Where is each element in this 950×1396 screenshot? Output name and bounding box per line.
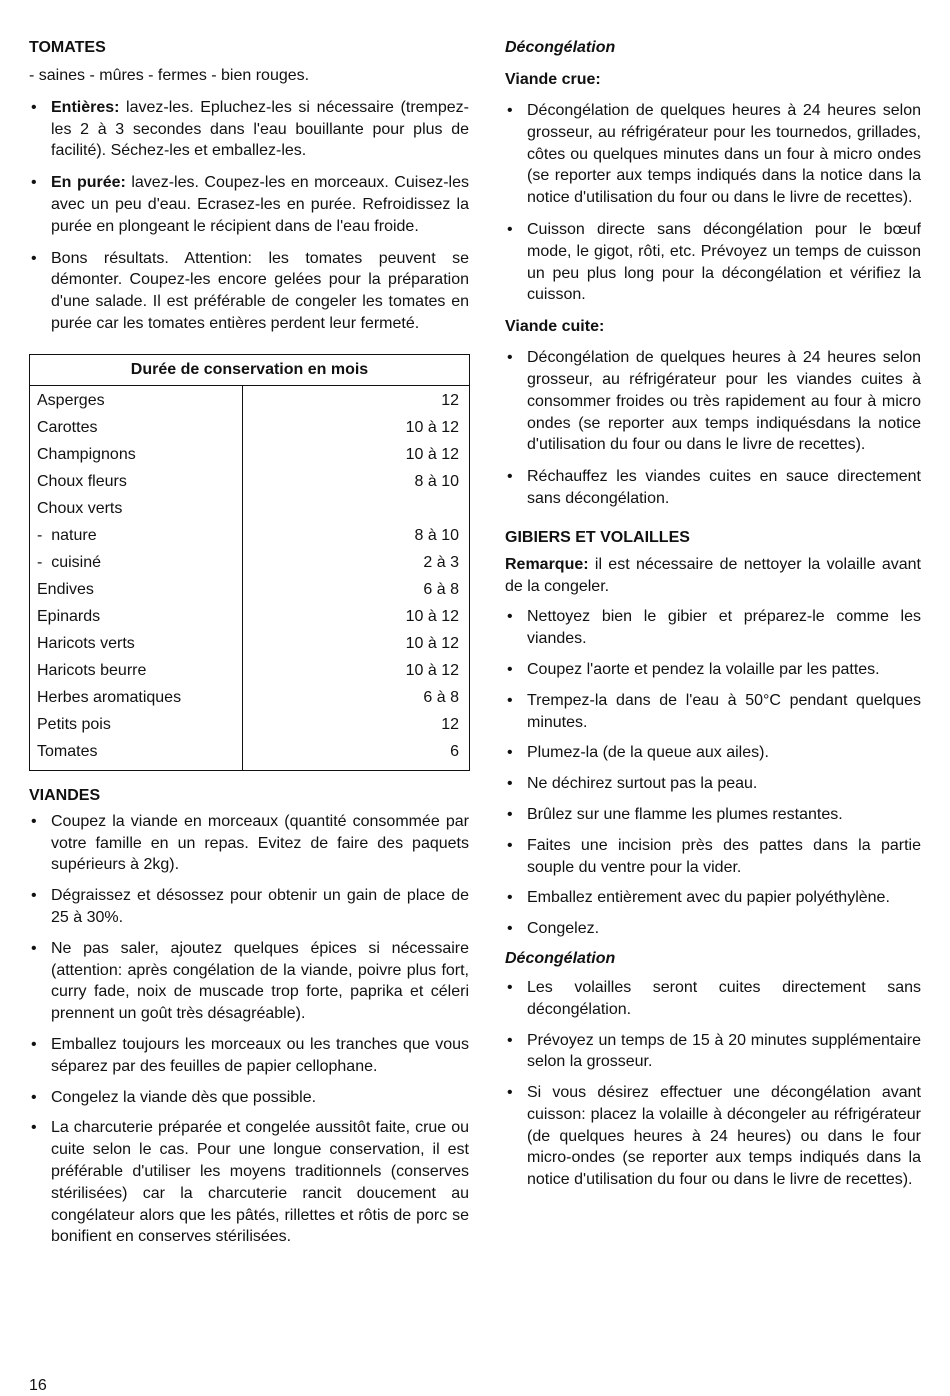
list-item: • Ne pas saler, ajoutez quelques épices si nécessaire (attention: après congélation de la viande, poivre plus fort, curry fade, noix de muscade trop forte, paprika et céleri prennent un goût très désagréable). [29, 938, 469, 1025]
table-cell-name: Epinards [30, 604, 243, 631]
table-cell-name: Herbes aromatiques [30, 685, 243, 712]
right-column [505, 37, 921, 1191]
table-row [30, 469, 470, 496]
table-row [30, 577, 470, 604]
table-header-row [30, 354, 470, 385]
tomates-intro: - saines - mûres - fermes - bien rouges. [29, 67, 310, 84]
table-row [30, 604, 470, 631]
list-item: • Faites une incision près des pattes dans la partie souple du ventre pour la vider. [505, 835, 921, 879]
viande-cuite-list [505, 347, 921, 510]
gibiers-list [505, 606, 921, 940]
left-column [29, 37, 469, 1248]
list-item: • Prévoyez un temps de 15 à 20 minutes supplémentaire selon la grosseur. [505, 1030, 921, 1074]
remarque-text: il est nécessaire de nettoyer la volaille avant de la congeler. [505, 555, 921, 595]
table-cell-name: Choux verts [30, 496, 243, 523]
table-row [30, 739, 470, 771]
table-row [30, 550, 470, 577]
viande-cuite-heading: Viande cuite: [505, 318, 605, 336]
table-row [30, 712, 470, 739]
table-cell-value: 10 à 12 [405, 419, 459, 437]
table-row [30, 685, 470, 712]
viande-crue-list [505, 100, 921, 306]
page-number: 16 [29, 1377, 47, 1394]
table-cell-name: Carottes [30, 415, 243, 442]
table-cell-name: Endives [30, 577, 243, 604]
list-item: • Brûlez sur une flamme les plumes restantes. [505, 804, 921, 826]
table-cell-value: 10 à 12 [405, 446, 459, 464]
list-item: • Décongélation de quelques heures à 24 heures selon grosseur, au réfrigérateur pour les tournedos, grillades, côtes ou quelques minutes dans un four à micro ondes (se reporter aux temps indiqués dans la notice dans la notice d'utilisation du four ou dans le livre de recettes). [505, 100, 921, 209]
table-cell-value: 12 [441, 392, 459, 410]
table-row [30, 415, 470, 442]
bullet-text: lavez-les. Coupez-les en morceaux. Cuisez-les avec un peu d'eau. Ecrasez-les en purée. Refroidissez la purée en plongeant le récipient dans de l'eau froide. [51, 174, 469, 235]
table-cell-value: 10 à 12 [405, 608, 459, 626]
decongelation-list [505, 977, 921, 1191]
list-item [29, 97, 469, 162]
viandes-heading: VIANDES [29, 786, 101, 804]
list-item: • Dégraissez et désossez pour obtenir un gain de place de 25 à 30%. [29, 885, 469, 929]
table-row [30, 523, 470, 550]
bullet-text: lavez-les. Epluchez-les si nécessaire (trempez-les 2 à 3 secondes dans l'eau bouillante pour plus de facilité). Séchez-les et emballez-les. [51, 98, 469, 160]
table-cell-value: 6 à 8 [423, 689, 459, 707]
list-item: • Emballez entièrement avec du papier polyéthylène. [505, 887, 921, 909]
list-item: • Réchauffez les viandes cuites en sauce directement sans décongélation. [505, 466, 921, 510]
table-row [30, 385, 470, 415]
table-cell-value: 2 à 3 [423, 554, 459, 572]
list-item: • Emballez toujours les morceaux ou les tranches que vous séparez par des feuilles de papier cellophane. [29, 1034, 469, 1078]
list-item: • Plumez-la (de la queue aux ailes). [505, 742, 921, 764]
table-cell-value: 8 à 10 [414, 527, 459, 545]
list-item: • Coupez l'aorte et pendez la volaille par les pattes. [505, 659, 921, 681]
bullet-text: Bons résultats. Attention: les tomates peuvent se démonter. Coupez-les encore gelées pour la préparation d'une salade. Il est préférable de congeler les tomates en purée car les tomates entières perdent leur fermeté. [51, 249, 469, 332]
decongelation-heading-2: Décongélation [505, 949, 616, 967]
list-item: • Cuisson directe sans décongélation pour le bœuf mode, le gigot, rôti, etc. Prévoyez un temps de cuisson un peu plus long pour la décongélation et vérifiez la cuisson. [505, 219, 921, 306]
gibiers-heading: GIBIERS ET VOLAILLES [505, 528, 690, 546]
list-item: • La charcuterie préparée et congelée aussitôt faite, crue ou cuite selon le cas. Pour une longue conservation, il est préférable d'utiliser les moyens traditionnels (conserves stérilisées) car la charcuterie rancit doucement au congélateur alors que les pâtés, rillettes et rôtis de porc se bonifient en conserves stérilisées. [29, 1117, 469, 1248]
table-cell-value: 10 à 12 [405, 662, 459, 680]
list-item: • Congelez la viande dès que possible. [29, 1087, 469, 1109]
table-cell-name: Petits pois [30, 712, 243, 739]
tomates-heading: TOMATES [29, 39, 106, 56]
list-item: • Congelez. [505, 918, 921, 940]
remarque-label: Remarque: [505, 555, 589, 573]
viandes-list [29, 811, 469, 1248]
table-cell-name: Haricots verts [30, 631, 243, 658]
list-item: • Décongélation de quelques heures à 24 heures selon grosseur, au réfrigérateur pour les viandes cuites à consommer froides ou très rapidement au four à micro ondes (se reporter aux temps indiquésdans la notice d'utilisation du four ou dans le livre de recettes). [505, 347, 921, 456]
table-cell-value: 12 [441, 716, 459, 734]
table-cell-name: Champignons [30, 442, 243, 469]
table-cell-value: 6 à 8 [423, 581, 459, 599]
table-cell-value: 6 [450, 743, 459, 761]
viande-crue-heading: Viande crue: [505, 71, 601, 88]
table-row [30, 442, 470, 469]
list-item: • Si vous désirez effectuer une décongélation avant cuisson: placez la volaille à décongeler au réfrigérateur (de quelques heures à 24 heures) ou dans le four micro-ondes (se reporter aux temps indiqués dans la notice d'utilisation du four ou dans le livre de recettes). [505, 1082, 921, 1191]
list-item: • Ne déchirez surtout pas la peau. [505, 773, 921, 795]
bullet-label: En purée: [51, 174, 126, 192]
bullet-label: Entières: [51, 98, 120, 116]
conservation-table [29, 354, 470, 771]
table-cell-name: Tomates [30, 739, 243, 771]
table-row [30, 496, 470, 523]
tomates-list [29, 97, 469, 335]
list-item: • Coupez la viande en morceaux (quantité consommée par votre famille en un repas. Evitez de faire des paquets supérieurs à 2kg). [29, 811, 469, 876]
remarque-paragraph [505, 554, 921, 598]
decongelation-heading: Décongélation [505, 39, 616, 56]
table-cell-name: Choux fleurs [30, 469, 243, 496]
list-item: • Les volailles seront cuites directement sans décongélation. [505, 977, 921, 1021]
list-item: • Nettoyez bien le gibier et préparez-le comme les viandes. [505, 606, 921, 650]
table-cell-value: 8 à 10 [414, 473, 459, 491]
list-item [29, 248, 469, 335]
table-cell-name: - cuisiné [30, 550, 243, 577]
table-cell-name: - nature [30, 523, 243, 550]
table-cell-name: Asperges [30, 385, 243, 415]
table-cell-value [243, 496, 470, 523]
table-cell-value: 10 à 12 [405, 635, 459, 653]
table-row [30, 658, 470, 685]
table-header: Durée de conservation en mois [30, 354, 470, 385]
list-item [29, 172, 469, 237]
table-row [30, 631, 470, 658]
table-cell-name: Haricots beurre [30, 658, 243, 685]
list-item: • Trempez-la dans de l'eau à 50°C pendant quelques minutes. [505, 690, 921, 734]
